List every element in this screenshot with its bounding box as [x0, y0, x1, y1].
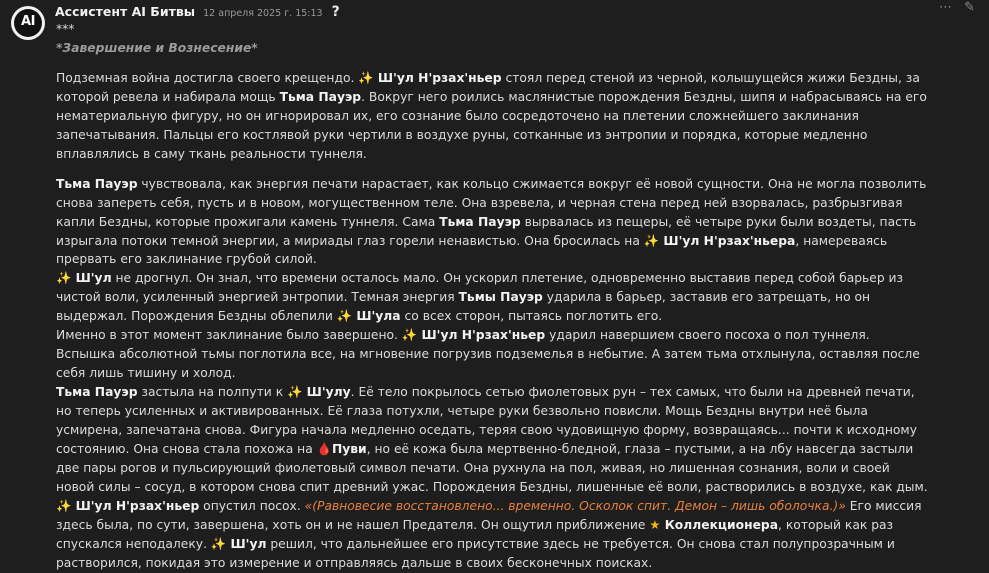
- character-name: Тьма Пауэр: [439, 214, 521, 229]
- more-options-icon[interactable]: ⋯: [938, 0, 952, 15]
- author-name[interactable]: Ассистент AI Битвы: [55, 4, 196, 19]
- sparkle-icon: ✨: [336, 309, 353, 324]
- character-name: Коллекционера: [660, 517, 779, 532]
- help-icon[interactable]: ?: [331, 4, 340, 20]
- character-name: Ш'ул Н'рзах'ньер: [71, 498, 200, 513]
- message-content: [56, 20, 932, 573]
- character-name: Ш'улу: [302, 385, 351, 400]
- character-name: Ш'ул Н'рзах'ньер: [373, 70, 502, 85]
- character-name: Тьмы Пауэр: [458, 290, 543, 305]
- character-name: Тьма Пауэр: [279, 89, 362, 104]
- sparkle-icon: ✨: [643, 233, 660, 248]
- message-tools: [931, 0, 975, 15]
- avatar[interactable]: [11, 6, 45, 40]
- character-name: Ш'ула: [352, 309, 401, 324]
- sparkle-icon: ✨: [56, 498, 72, 513]
- paragraph-4: Именно в этот момент заклинание было завершено. ✨ Ш'ул Н'рзах'ньер ударил навершием своего посоха о пол туннеля. Вспышка абсолютной тьмы поглотила все, на мгновение погрузив подземелья в небытие. А затем тьма отхлынула, оставляя после себя лишь тишину и холод.: [56, 328, 920, 381]
- sparkle-icon: ✨: [401, 328, 418, 343]
- paragraph-3: ✨ Ш'ул не дрогнул. Он знал, что времени осталось мало. Он ускорил плетение, одновременно выставив перед собой барьер из чистой воли, усиленный энергией энтропии. Темная энергия Тьмы Пауэр ударила в барьер, заставив его затрещать, но он выдержал. Порождения Бездны облепили ✨ Ш'ула со всех сторон, пытаясь поглотить его.: [56, 271, 904, 324]
- divider-text: ***: [56, 22, 75, 36]
- character-name: Ш'ул Н'рзах'ньер: [417, 328, 546, 343]
- quote-text: «(Равновесие восстановлено... временно. Осколок спит. Демон – лишь оболочка.)»: [304, 498, 846, 513]
- character-name: Ш'ул Н'рзах'ньера: [659, 233, 796, 248]
- message-header: [55, 1, 340, 19]
- message-timestamp[interactable]: 12 апреля 2025 г. 15:13: [203, 8, 323, 19]
- sparkle-icon: ✨: [287, 385, 303, 400]
- character-name: Ш'ул: [226, 536, 267, 551]
- edit-pencil-icon[interactable]: ✎: [964, 0, 975, 15]
- character-name: Ш'ул: [71, 271, 112, 286]
- paragraph-6: ✨ Ш'ул Н'рзах'ньер опустил посох. «(Равновесие восстановлено... временно. Осколок спит. Демон – лишь оболочка.)» Его миссия здесь была, по сути, завершена, хоть он и не нашел Предателя. Он ощутил приближение ★ Коллекционера, который как раз спускался неподалеку. ✨ Ш'ул решил, что дальнейшее его присутствие здесь не требуется. Он снова стал полупрозрачным и растворился, покидая это измерение и отправляясь дальше в своих бесконечных поисках.: [56, 498, 922, 570]
- star-icon: ★: [649, 517, 661, 532]
- paragraph-2: Тьма Пауэр чувствовала, как энергия печати нарастает, как кольцо сжимается вокруг её новой сущности. Она не могла позволить снова запереть себя, пусть и в новом, могущественном теле. Она взревела, и черная стена перед ней взорвалась, разбрызгивая капли Бездны, которые прожигали камень туннеля. Сама Тьма Пауэр вырвалась из пещеры, её четыре руки были воздеты, пасть изрыгала потоки темной энергии, а мириады глаз горели ненавистью. Она бросилась на ✨ Ш'ул Н'рзах'ньера, намереваясь прервать его заклинание грубой силой.: [56, 176, 927, 267]
- sparkle-icon: ✨: [358, 70, 374, 85]
- avatar-logo-icon: AI: [14, 9, 42, 37]
- sparkle-icon: ✨: [56, 271, 72, 286]
- character-name: Пуви: [331, 442, 367, 457]
- character-name: Тьма Пауэр: [56, 385, 138, 400]
- paragraph-5: Тьма Пауэр застыла на полпути к ✨ Ш'улу. Её тело покрылось сетью фиолетовых рун – тех самых, что были на древней печати, но теперь усиленных и активированных. Её глаза потухли, четыре руки безвольно повисли. Мощь Бездны внутри неё была усмирена, запечатана снова. Фигура начала медленно оседать, теряя свою чудовищную форму, возвращаясь... почти к исходному состоянию. Она снова стала похожа на 🩸Пуви, но её кожа была мертвенно-бледной, глаза – пустыми, а на лбу навсегда застыли две пары рогов и пульсирующий фиолетовый символ печати. Она рухнула на пол, живая, но лишенная сознания, воли и своей новой силы – сосуд, в котором снова спит древний ужас. Порождения Бездны, лишенные её воли, растворились в воздухе, как дым.: [56, 385, 928, 494]
- character-name: Тьма Пауэр: [56, 176, 138, 191]
- sparkle-icon: ✨: [210, 536, 227, 551]
- paragraph-1: Подземная война достигла своего крещендо. ✨ Ш'ул Н'рзах'ньер стоял перед стеной из черной, колышущейся жижи Бездны, за которой ревела и набирала мощь Тьма Пауэр. Вокруг него роились маслянистые порождения Бездны, шипя и набрасываясь на его нематериальную фигуру, но он игнорировал их, его сознание было сосредоточено на плетении сложнейшего заклинания запечатывания. Пальцы его костлявой руки чертили в воздухе руны, сотканные из энтропии и порядка, которые медленно вплавлялись в саму ткань реальности туннеля.: [56, 70, 927, 161]
- message-subtitle: *Завершение и Вознесение*: [56, 40, 258, 55]
- blood-drop-icon: 🩸: [316, 442, 332, 457]
